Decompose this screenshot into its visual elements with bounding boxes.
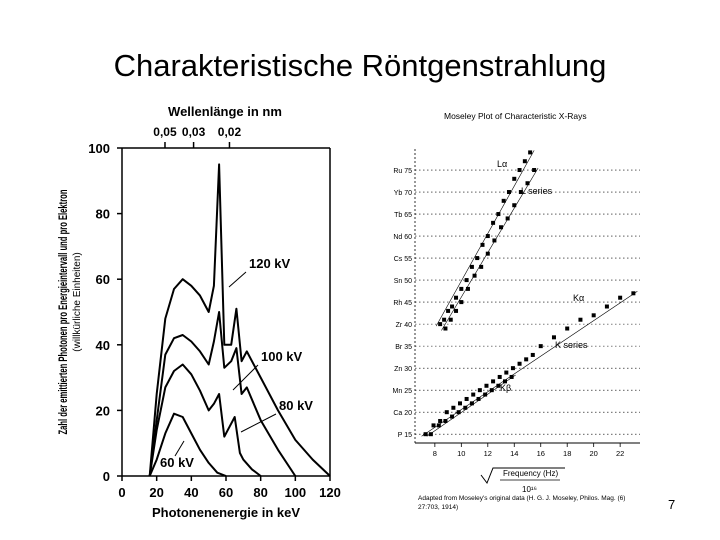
moseley-point	[486, 234, 490, 238]
page-number: 7	[668, 497, 676, 512]
moseley-y-tick-label: Mn 25	[392, 388, 412, 396]
moseley-annotation: Lα	[497, 159, 508, 169]
moseley-point	[451, 406, 455, 410]
moseley-point	[477, 397, 481, 401]
moseley-point	[507, 190, 511, 194]
moseley-point	[454, 296, 458, 300]
moseley-annotation: Kβ	[500, 383, 512, 393]
moseley-x-tick-label: 16	[536, 449, 545, 458]
y-tick-label: 60	[95, 272, 110, 288]
moseley-point	[496, 212, 500, 216]
y-axis-unit-note: (willkürliche Einheiten)	[72, 252, 83, 352]
moseley-point	[442, 318, 446, 322]
moseley-point	[432, 423, 436, 427]
x-axis-label: Photonenenergie in keV	[151, 505, 301, 520]
moseley-annotation: K series	[555, 340, 588, 350]
moseley-x-scale: 10¹⁶	[522, 485, 537, 494]
moseley-point	[490, 388, 494, 392]
moseley-annotation: Kα	[573, 293, 585, 303]
moseley-point	[592, 313, 596, 317]
moseley-y-tick-label: Ca 20	[393, 410, 412, 418]
series-label: 60 kV	[160, 455, 194, 470]
moseley-point	[445, 410, 449, 414]
moseley-point	[463, 406, 467, 410]
moseley-point	[518, 362, 522, 366]
moseley-x-tick-label: 12	[483, 449, 492, 458]
moseley-point	[443, 419, 447, 423]
moseley-point	[429, 432, 433, 436]
moseley-x-tick-label: 14	[510, 449, 519, 458]
x-tick-label: 80	[253, 485, 268, 500]
series-label: 120 kV	[249, 256, 291, 271]
moseley-point	[504, 371, 508, 375]
moseley-point	[478, 388, 482, 392]
moseley-point	[443, 327, 447, 331]
moseley-point	[438, 322, 442, 326]
moseley-point	[459, 287, 463, 291]
moseley-point	[450, 415, 454, 419]
moseley-x-tick-label: 18	[563, 449, 572, 458]
moseley-point	[458, 401, 462, 405]
moseley-x-tick-label: 20	[589, 449, 598, 458]
moseley-y-tick-label: Zr 40	[395, 322, 412, 330]
moseley-point	[506, 216, 510, 220]
moseley-point	[450, 305, 454, 309]
moseley-point	[449, 318, 453, 322]
moseley-point	[499, 225, 503, 229]
y-tick-label: 80	[95, 206, 110, 222]
moseley-point	[502, 199, 506, 203]
moseley-point	[491, 221, 495, 225]
moseley-point	[492, 238, 496, 242]
moseley-point	[524, 357, 528, 361]
moseley-point	[498, 375, 502, 379]
moseley-point	[438, 419, 442, 423]
x-tick-label: 60	[218, 485, 234, 500]
moseley-point	[518, 168, 522, 172]
x-tick-label: 20	[149, 485, 164, 500]
moseley-point	[470, 265, 474, 269]
top-axis-label: Wellenlänge in nm	[168, 104, 282, 119]
moseley-y-tick-label: Nd 60	[393, 234, 412, 242]
moseley-point	[471, 393, 475, 397]
moseley-point	[539, 344, 543, 348]
moseley-y-tick-label: P 15	[397, 432, 412, 440]
moseley-point	[511, 366, 515, 370]
moseley-y-tick-label: Br 35	[395, 344, 412, 352]
moseley-y-tick-label: Ru 75	[393, 168, 412, 176]
moseley-y-tick-label: Sn 50	[393, 278, 412, 286]
moseley-point	[512, 203, 516, 207]
moseley-point	[457, 410, 461, 414]
moseley-point	[465, 278, 469, 282]
y-tick-label: 100	[88, 141, 110, 156]
y-tick-label: 40	[95, 337, 110, 353]
x-tick-label: 100	[284, 485, 307, 500]
moseley-source-note: Adapted from Moseley's original data (H. G. J. Moseley, Philos. Mag. (6) 27:703, 1914)	[418, 495, 626, 511]
y-tick-label: 0	[102, 469, 110, 484]
moseley-title: Moseley Plot of Characteristic X-Rays	[444, 111, 587, 121]
x-tick-label: 120	[319, 485, 341, 500]
moseley-x-axis-label: Frequency (Hz)	[503, 469, 559, 478]
top-tick-label: 0,05	[153, 125, 177, 139]
moseley-point	[465, 397, 469, 401]
moseley-point	[631, 291, 635, 295]
moseley-point	[491, 379, 495, 383]
moseley-point	[459, 300, 463, 304]
moseley-point	[565, 327, 569, 331]
x-tick-label: 40	[184, 485, 199, 500]
top-tick-label: 0,02	[217, 125, 242, 139]
slide-title: Charakteristische Röntgenstrahlung	[113, 48, 607, 83]
moseley-x-tick-label: 8	[432, 449, 437, 458]
moseley-point	[523, 159, 527, 163]
moseley-y-tick-label: Yb 70	[393, 190, 412, 198]
moseley-point	[481, 243, 485, 247]
moseley-fit-line	[436, 150, 534, 326]
y-axis-label: Zahl der emittierten Photonen pro Energieintervall und pro Elektron	[56, 49, 70, 435]
moseley-x-tick-label: 22	[615, 449, 625, 458]
moseley-point	[484, 384, 488, 388]
moseley-point	[470, 401, 474, 405]
moseley-point	[578, 318, 582, 322]
moseley-point	[552, 335, 556, 339]
moseley-point	[479, 265, 483, 269]
moseley-point	[532, 168, 536, 172]
moseley-point	[475, 256, 479, 260]
moseley-point	[531, 353, 535, 357]
moseley-point	[618, 296, 622, 300]
moseley-point	[454, 309, 458, 313]
moseley-point	[437, 423, 441, 427]
moseley-point	[473, 274, 477, 278]
y-tick-label: 20	[95, 403, 110, 419]
moseley-y-tick-label: Tb 65	[394, 212, 412, 220]
moseley-point	[510, 375, 514, 379]
top-tick-label: 0,03	[181, 125, 206, 139]
moseley-fit-line	[422, 291, 638, 436]
x-tick-label: 0	[118, 485, 126, 500]
moseley-point	[512, 177, 516, 181]
moseley-x-tick-label: 10	[457, 449, 466, 458]
moseley-point	[446, 309, 450, 313]
moseley-point	[605, 305, 609, 309]
moseley-point	[483, 393, 487, 397]
moseley-point	[486, 252, 490, 256]
series-label: 100 kV	[261, 349, 303, 364]
moseley-point	[526, 181, 530, 185]
moseley-y-tick-label: Cs 55	[393, 256, 412, 264]
moseley-y-tick-label: Zn 30	[394, 366, 412, 374]
moseley-y-tick-label: Rh 45	[393, 300, 412, 308]
moseley-point	[424, 432, 428, 436]
moseley-annotation: L series	[521, 186, 553, 196]
moseley-point	[528, 150, 532, 154]
series-label: 80 kV	[279, 398, 313, 413]
moseley-point	[466, 287, 470, 291]
